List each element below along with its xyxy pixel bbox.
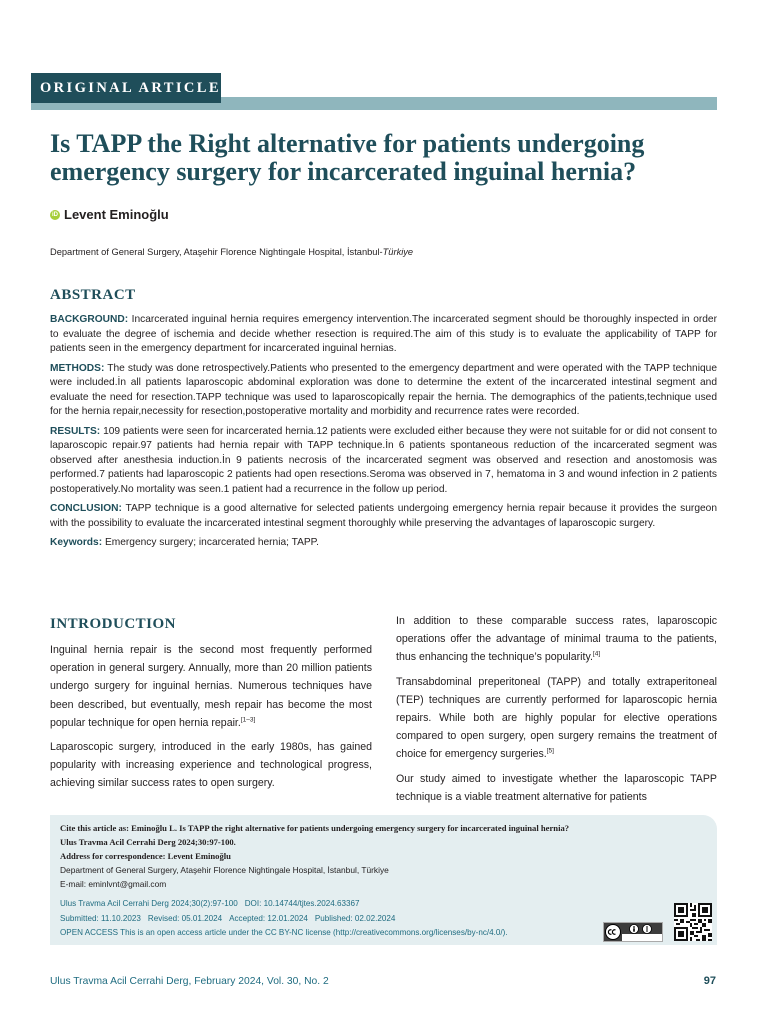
- doi[interactable]: DOI: 10.14744/tjtes.2024.63367: [244, 899, 360, 908]
- ref-1-3[interactable]: [1–3]: [240, 716, 256, 724]
- intro-p1-text: Inguinal hernia repair is the second most frequently performed operation in general surgery. Annually, more than 20 million patients undergo surgery for inguinal hernias. Numerous techniques have been described, but eventually, mesh repair has become the most popular technique for open hernia repair.: [50, 644, 372, 729]
- methods-label: METHODS:: [50, 362, 105, 374]
- intro-paragraph-2: Laparoscopic surgery, introduced in the early 1980s, has gained popularity with increasing experience and technological progress, achieving similar success rates to open surgery.: [50, 741, 372, 790]
- conclusion-label: CONCLUSION:: [50, 503, 122, 514]
- affiliation-country: Türkiye: [382, 247, 414, 257]
- cite-as: Cite this article as: Eminoğlu L. Is TAPP the right alternative for patients undergoing emergency surgery for incarcerated inguinal hernia?: [60, 823, 570, 833]
- affiliation-text: Department of General Surgery, Ataşehir Florence Nightingale Hospital, İstanbul-: [50, 247, 383, 257]
- published-date: Published: 02.02.2024: [314, 913, 396, 923]
- introduction-heading: INTRODUCTION: [50, 616, 177, 632]
- correspondence-address: Department of General Surgery, Ataşehir Florence Nightingale Hospital, İstanbul, Türkiye: [60, 865, 389, 875]
- abstract-background: [50, 313, 717, 357]
- conclusion-text: TAPP technique is a good alternative for selected patients undergoing emergency hernia repair because it provides the surgeon with the possibility to evaluate the incarcerated intestinal segment thoroughly while preserving the advantages of laparoscopic surgery.: [50, 503, 717, 529]
- journal-doi-line: [60, 897, 707, 912]
- intro-p3-text: In addition to these comparable success rates, laparoscopic operations offer the advantage of minimal trauma to the patients, thus enhancing the technique’s popularity.: [396, 615, 717, 664]
- keywords-label: Keywords:: [50, 537, 103, 548]
- qr-code-icon[interactable]: [674, 903, 712, 941]
- page-number: 97: [703, 975, 716, 987]
- accepted-date: Accepted: 12.01.2024: [229, 913, 308, 923]
- methods-text: The study was done retrospectively.Patients who presented to the emergency department and were operated with the TAPP technique were included.İn all patients laparoscopic abdominal exploration was done to determine the extent of the incarcerated intestinal segment and evaluate the need for resection.TAPP technique was used to laparoscopically repair the hernia. The demographics of the patients,technique used for the hernia repair,necessity for resection,postoperative mortality and morbidity and recurrence rates were recorded.: [50, 362, 717, 417]
- background-text: Incarcerated inguinal hernia requires emergency intervention.The incarcerated segment should be thoroughly inspected in order to evaluate the degree of ischemia and decide whether resection is required.The aim of this study is to evaluate the applicability of TAPP for patients seen in the emergency department for incarcerated inguinal hernias.: [50, 314, 717, 354]
- correspondence-email[interactable]: E-mail: eminlvnt@gmail.com: [60, 879, 167, 889]
- intro-paragraph-4: [396, 673, 717, 764]
- intro-paragraph-5: Our study aimed to investigate whether the laparoscopic TAPP technique is a viable treatment alternative for patients: [396, 772, 717, 803]
- results-text: 109 patients were seen for incarcerated hernia.12 patients were excluded either because they were not suitable for or did not consent to laparoscopic repair.97 patients had hernia repair with TAPP technique.İn 6 patients spontaneous reduction of the incarcerated segment was observed after anesthesia induction.İn 9 patients necrosis of the incarcerated segment was observed and resection and anostomosis was performed.7 patients had laparoscopic 2 patients had open resections.Seroma was observed in 7, hematoma in 3 and wound infection in 2 patients postoperatively.No mortality was seen.1 patient had a recurrence in the follow up period.: [50, 425, 717, 495]
- abstract-heading: ABSTRACT: [50, 287, 136, 303]
- footer-journal: Ulus Travma Acil Cerrahi Derg, February 2024, Vol. 30, No. 2: [50, 976, 329, 987]
- cite-journal-line: Ulus Travma Acil Cerrahi Derg 2024;30:97-100.: [60, 837, 236, 847]
- left-column: [50, 614, 372, 799]
- abstract-keywords: [50, 536, 717, 551]
- submitted-date: Submitted: 11.10.2023: [60, 913, 141, 923]
- orcid-icon[interactable]: iD: [52, 211, 58, 218]
- correspondence-label: Address for correspondence: Levent Eminoğlu: [60, 851, 231, 861]
- ref-4[interactable]: [4]: [592, 650, 601, 658]
- keywords-text: Emergency surgery; incarcerated hernia; TAPP.: [104, 537, 319, 548]
- ref-5[interactable]: [5]: [546, 747, 554, 755]
- intro-p4-text: Transabdominal preperitoneal (TAPP) and totally extraperitoneal (TEP) techniques are currently performed for laparoscopic hernia repairs. While both are highly popular for elective operations compared to open surgery, open surgery remains the treatment of choice for emergency surgeries.: [396, 675, 717, 761]
- license-line[interactable]: OPEN ACCESS This is an open access article under the CC BY-NC license (http://creativecommons.org/licenses/by-nc/4.0/).: [60, 928, 508, 937]
- abstract-body: [50, 313, 717, 556]
- affiliation: [50, 247, 413, 257]
- right-column: [396, 612, 717, 812]
- abstract-conclusion: [50, 502, 717, 531]
- revised-date: Revised: 05.01.2024: [147, 913, 223, 923]
- intro-paragraph-3: [396, 612, 717, 667]
- author-name: Levent Eminoğlu: [64, 207, 169, 222]
- results-label: RESULTS:: [50, 425, 101, 437]
- abstract-methods: [50, 362, 717, 420]
- journal-meta: Ulus Travma Acil Cerrahi Derg 2024;30(2):97-100: [60, 899, 238, 908]
- article-type-banner: ORIGINAL ARTICLE: [31, 73, 221, 103]
- background-label: BACKGROUND:: [50, 314, 129, 325]
- cc-by-nc-icon[interactable]: [603, 922, 663, 942]
- author-line: [50, 207, 169, 222]
- abstract-results: [50, 425, 717, 498]
- intro-paragraph-1: [50, 641, 372, 732]
- article-title: Is TAPP the Right alternative for patients undergoing emergency surgery for incarcerated inguinal hernia?: [50, 129, 645, 186]
